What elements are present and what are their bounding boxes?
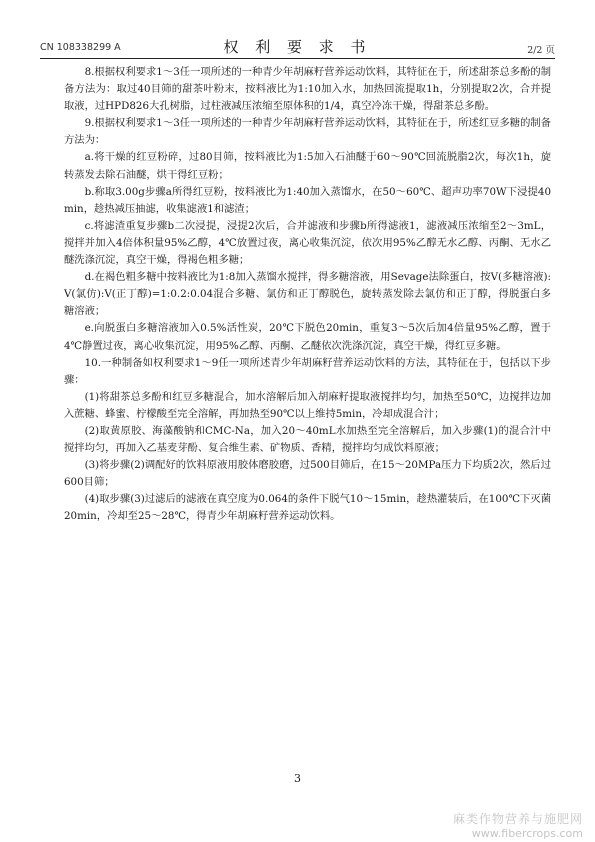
header-divider — [40, 58, 555, 59]
claim-9: 9.根据权利要求1～3任一项所述的一种青少年胡麻籽营养运动饮料，其特征在于，所述红豆多糖的制备方法为： — [64, 117, 551, 147]
claim-10-step-3: (3)将步骤(2)调配好的饮料原液用胶体磨胶磨，过500目筛后，在15～20MPa压力下均质2次，然后过600目筛； — [64, 459, 551, 489]
page-number: 3 — [294, 772, 301, 785]
watermark-title: 麻类作物营养与施肥网 — [452, 812, 583, 826]
claim-9-step-b: b.称取3.00g步骤a所得红豆粉，按料液比为1:40加入蒸馏水，在50～60℃、超声功率70W下浸提40min，趁热减压抽滤，收集滤液1和滤渣； — [64, 185, 551, 215]
claim-9-step-d: d.在褐色粗多糖中按料液比为1:8加入蒸馏水搅拌，得多糖溶液，用Sevage法除蛋白，按V(多糖溶液):V(氯仿):V(正丁醇)=1:0.2:0.04混合多糖、氯仿和正丁醇脱色，旋转蒸发除去氯仿和正丁醇，得脱蛋白多糖溶液； — [64, 271, 551, 318]
claim-9-step-c: c.将滤渣重复步骤b二次浸提，浸提2次后，合并滤液和步骤b所得滤液1，滤液减压浓缩至2～3mL，搅拌并加入4倍体积量95%乙醇，4℃放置过夜，离心收集沉淀，依次用95%乙醇无水乙醇、丙酮、无水乙醚洗涤沉淀，真空干燥，得褐色粗多糖； — [64, 219, 551, 267]
site-watermark — [453, 810, 583, 840]
claim-10-step-1: (1)将甜茶总多酚和红豆多糖混合，加水溶解后加入胡麻籽提取液搅拌均匀，加热至50℃，边搅拌边加入蔗糖、蜂蜜、柠檬酸至完全溶解，再加热至90℃以上维持5min，冷却成混合汁； — [64, 390, 551, 420]
watermark-url: www.fibercrops.com — [471, 827, 583, 840]
publication-number: CN 108338299 A — [40, 42, 121, 53]
claim-10: 10.一种制备如权利要求1～9任一项所述青少年胡麻籽营养运动饮料的方法，其特征在于，包括以下步骤： — [64, 356, 551, 386]
claim-10-step-4: (4)取步骤(3)过滤后的滤液在真空度为0.064的条件下脱气10～15min，趁热灌装后，在100℃下灭菌20min，冷却至25～28℃，得青少年胡麻籽营养运动饮料。 — [64, 493, 551, 523]
page-info: 2/2 页 — [527, 45, 555, 56]
page-header — [40, 36, 555, 56]
document-title: 权 利 要 求 书 — [223, 38, 372, 56]
claim-9-step-e: e.向脱蛋白多糖溶液加入0.5%活性炭，20℃下脱色20min，重复3～5次后加4倍量95%乙醇，置于4℃静置过夜，离心收集沉淀，用95%乙醇、丙酮、乙醚依次洗涤沉淀，真空干燥，得红豆多糖。 — [64, 322, 551, 352]
claims-body — [64, 64, 551, 526]
claim-9-step-a: a.将干燥的红豆粉碎，过80目筛，按料液比为1:5加入石油醚于60～90℃回流脱脂2次，每次1h，旋转蒸发去除石油醚，烘干得红豆粉； — [64, 151, 551, 181]
claim-8: 8.根据权利要求1～3任一项所述的一种青少年胡麻籽营养运动饮料，其特征在于，所述甜茶总多酚的制备方法为：取过40目筛的甜茶叶粉末，按料液比为1:10加入水，加热回流提取1h，分别提取2次，合并提取液，过HPD826大孔树脂，过柱液减压浓缩至原体积的1/4，真空冷冻干燥，得甜茶总多酚。 — [64, 66, 551, 113]
claim-10-step-2: (2)取黄原胶、海藻酸钠和CMC-Na，加入20～40mL水加热至完全溶解后，加入步骤(1)的混合汁中搅拌均匀，再加入乙基麦芽酚、复合维生素、矿物质、香精，搅拌均匀成饮料原液； — [64, 424, 551, 455]
